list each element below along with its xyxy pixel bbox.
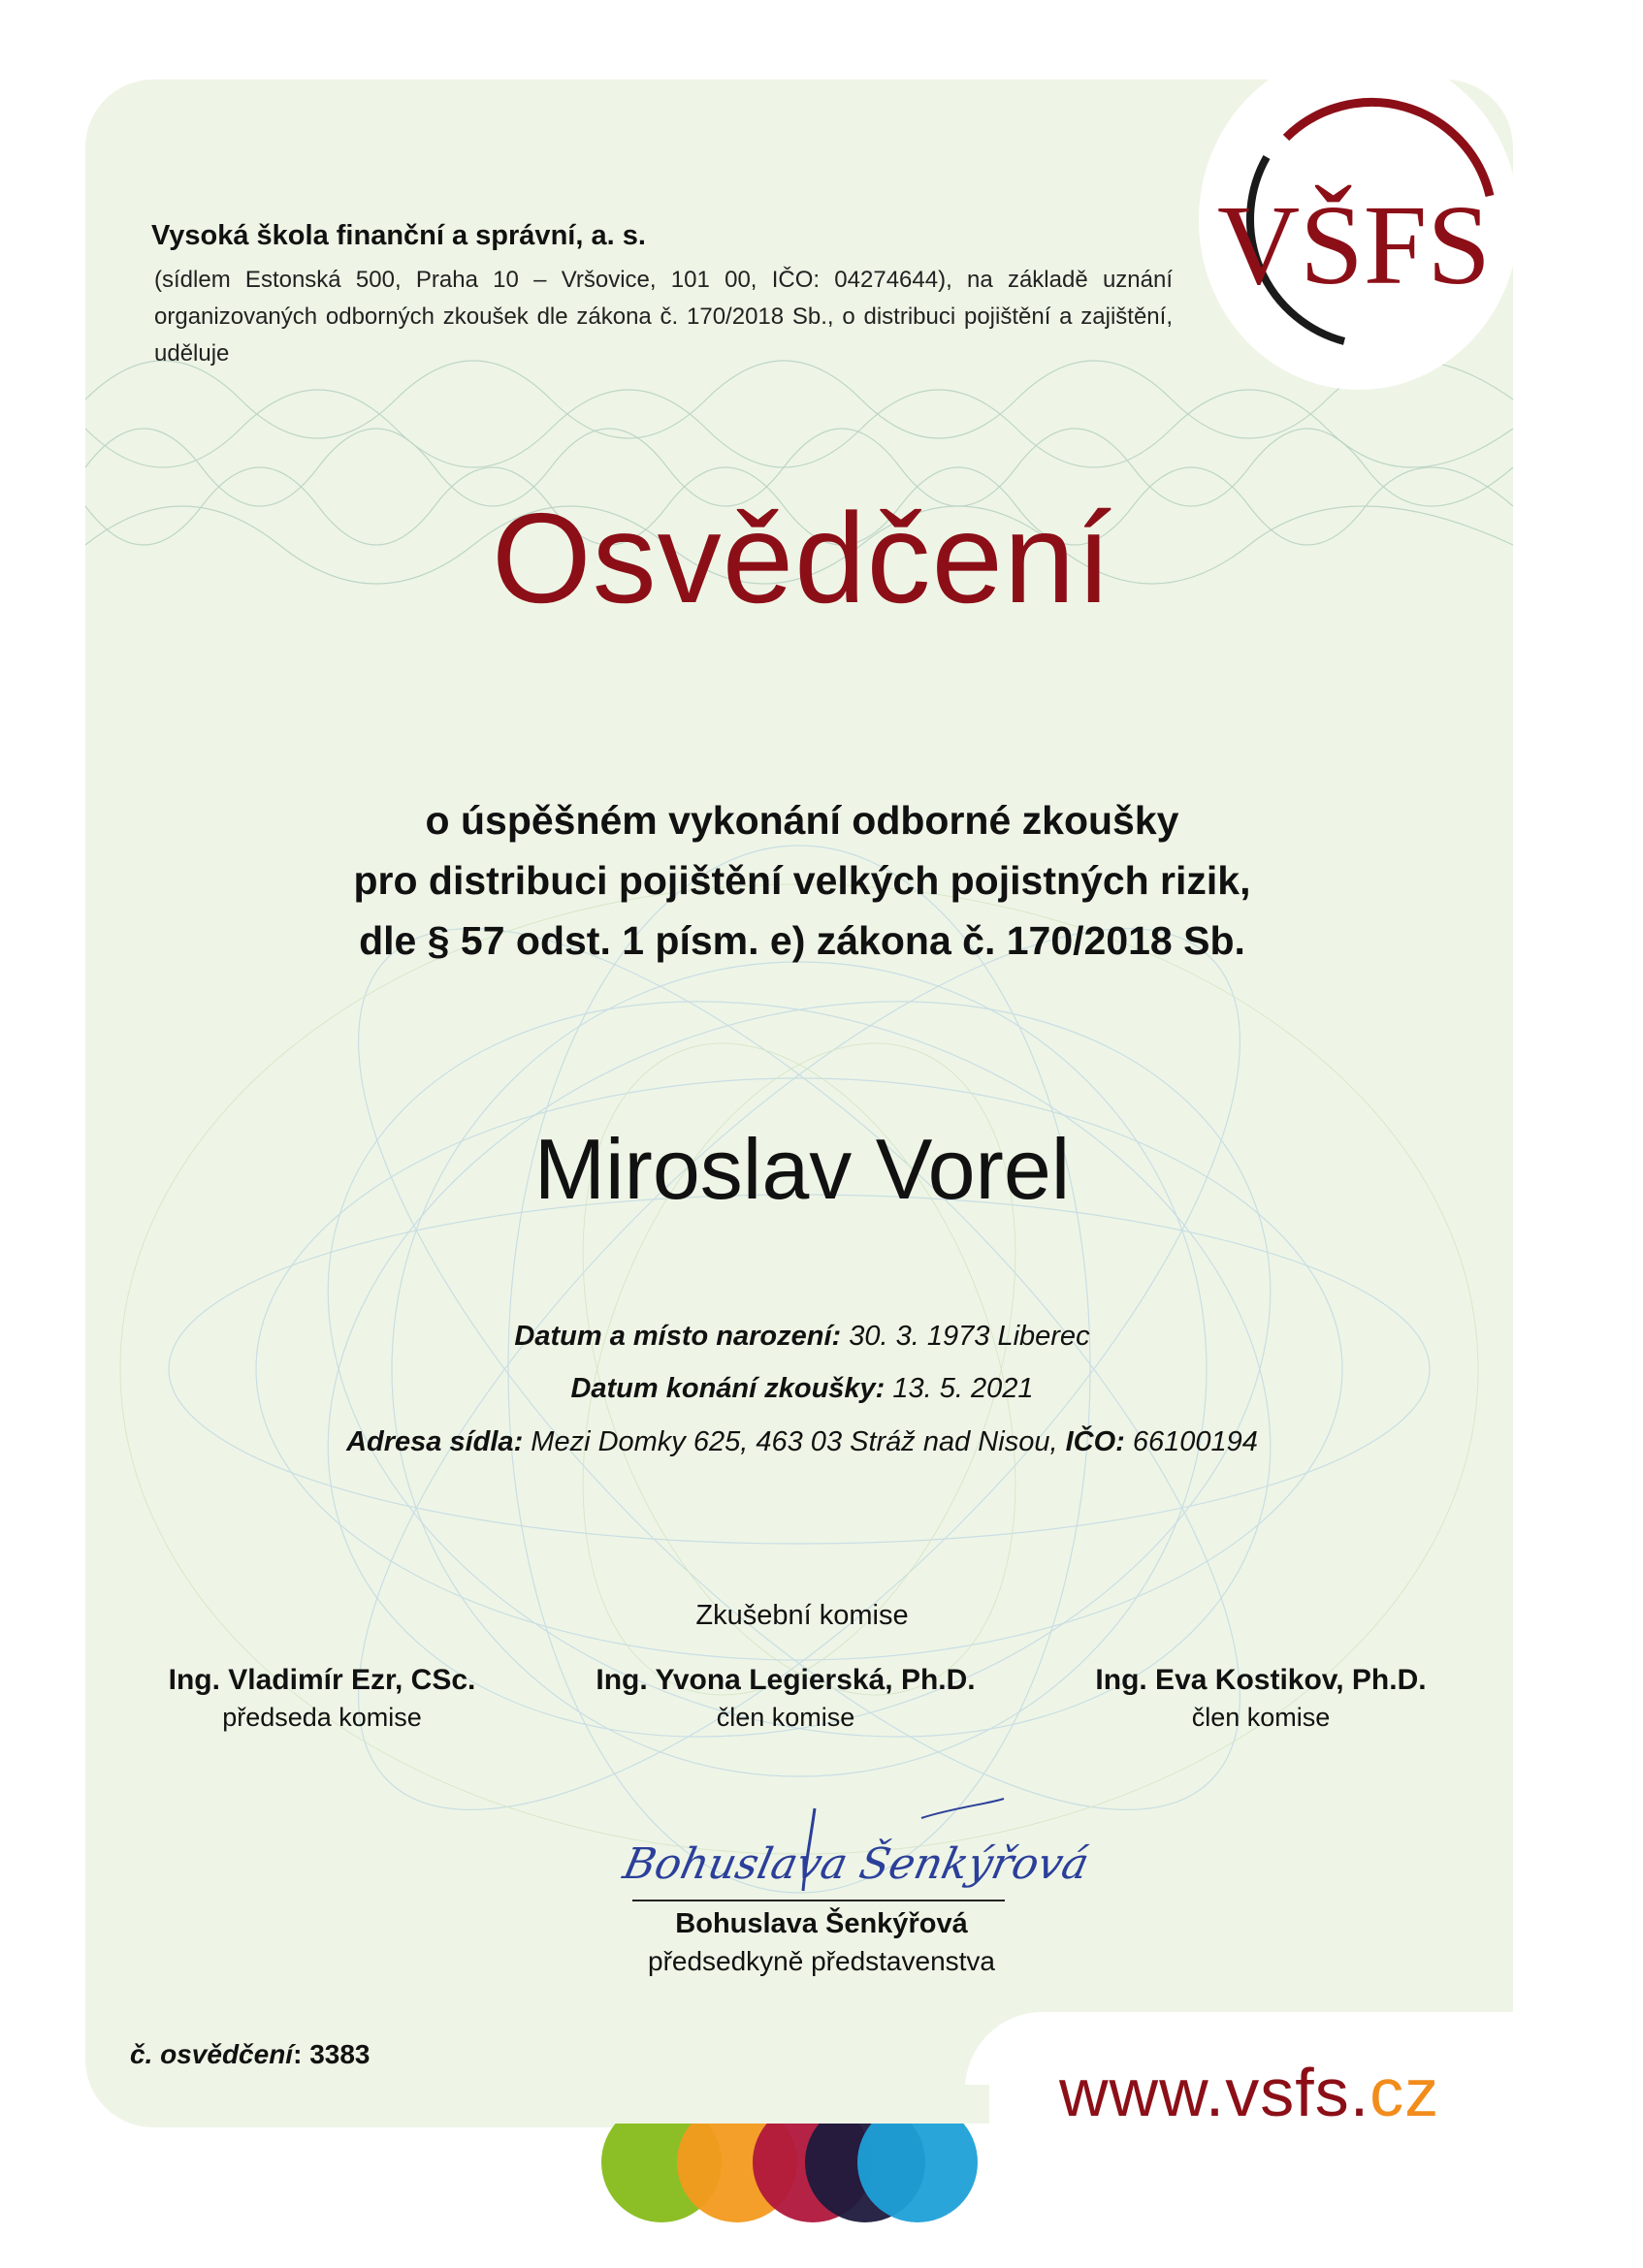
signature	[619, 1799, 1093, 1905]
website-tld: cz	[1369, 2055, 1440, 2130]
ico-value: 66100194	[1132, 1426, 1258, 1457]
committee-member	[543, 1664, 1028, 1733]
signatory-name: Bohuslava Šenkýřová	[675, 1908, 968, 1939]
exam-info	[0, 1373, 1604, 1405]
certificate-title: Osvědčení	[492, 487, 1112, 629]
member-role: člen komise	[1191, 1703, 1331, 1732]
signature-line	[632, 1900, 1005, 1901]
certificate-subtitle	[0, 790, 1604, 971]
address-label: Adresa sídla:	[346, 1426, 524, 1457]
color-dots	[582, 2124, 989, 2268]
issuer-text: (sídlem Estonská 500, Praha 10 – Vršovice, 101 00, IČO: 04274644), na základě uznání organizovaných odborných zkoušek dle zákona č. 170/2018 Sb., o distribuci pojištění a zajištění, uděluje	[154, 267, 1173, 367]
signatory-role: předsedkyně představenstva	[648, 1946, 995, 1976]
member-role: člen komise	[716, 1703, 855, 1732]
signature-text: Bohuslava Šenkýřová	[619, 1839, 1093, 1889]
ico-label: IČO:	[1065, 1426, 1125, 1457]
committee-member	[80, 1664, 564, 1733]
website-link[interactable]	[1059, 2054, 1439, 2131]
subtitle-line: o úspěšném vykonání odborné zkoušky	[425, 798, 1179, 843]
member-name: Ing. Yvona Legierská, Ph.D.	[596, 1664, 976, 1696]
exam-label: Datum konání zkoušky:	[570, 1373, 886, 1404]
member-name: Ing. Eva Kostikov, Ph.D.	[1095, 1664, 1427, 1696]
subtitle-line: dle § 57 odst. 1 písm. e) zákona č. 170/2018 Sb.	[359, 918, 1245, 963]
subtitle-line: pro distribuci pojištění velkých pojistných rizik,	[353, 858, 1251, 903]
logo-badge	[1199, 50, 1519, 390]
birth-info	[0, 1321, 1604, 1353]
vsfs-logo-icon	[1199, 50, 1519, 390]
committee-title: Zkušební komise	[695, 1600, 909, 1631]
committee-member	[1018, 1664, 1503, 1733]
certificate-number: č. osvědčení: 3383	[130, 2039, 370, 2069]
member-role: předseda komise	[222, 1703, 422, 1732]
address-info	[0, 1426, 1604, 1458]
exam-value: 13. 5. 2021	[892, 1373, 1034, 1404]
birth-value: 30. 3. 1973 Liberec	[849, 1321, 1090, 1352]
member-name: Ing. Vladimír Ezr, CSc.	[168, 1664, 476, 1696]
holder-name: Miroslav Vorel	[533, 1121, 1071, 1217]
certificate-number-label: č. osvědčení	[130, 2039, 294, 2069]
address-value: Mezi Domky 625, 463 03 Stráž nad Nisou,	[531, 1426, 1058, 1457]
issuer-name: Vysoká škola finanční a správní, a. s.	[151, 220, 646, 251]
certificate-number-value: 3383	[309, 2039, 370, 2069]
logo-letters: VŠFS	[1216, 181, 1492, 308]
website-main: www.vsfs.	[1059, 2055, 1370, 2130]
birth-label: Datum a místo narození:	[514, 1321, 842, 1352]
